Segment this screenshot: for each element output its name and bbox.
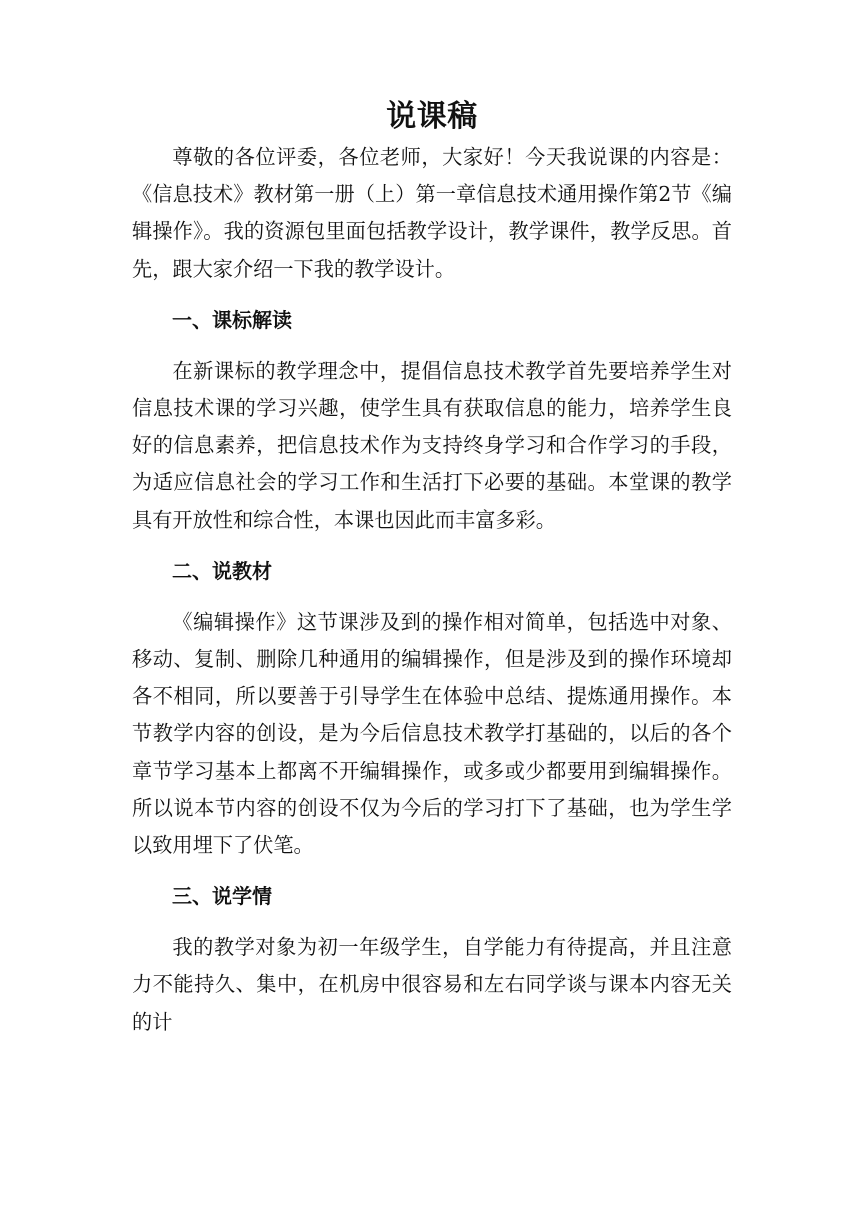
section-heading-textbook: 二、说教材	[172, 558, 272, 583]
section-paragraph-learners: 我的教学对象为初一年级学生，自学能力有待提高，并且注意力不能持久、集中，在机房中很容易和左右同学谈与课本内容无关的计	[132, 935, 732, 1034]
document-title: 说课稿	[386, 99, 478, 134]
intro-paragraph: 尊敬的各位评委，各位老师，大家好！今天我说课的内容是：《信息技术》教材第一册（上）第一章信息技术通用操作第2节《编辑操作》。我的资源包里面包括教学设计，教学课件，教学反思。首先，跟大家介绍一下我的教学设计。	[132, 145, 732, 281]
section-paragraph-textbook: 《编辑操作》这节课涉及到的操作相对简单，包括选中对象、移动、复制、删除几种通用的编辑操作，但是涉及到的操作环境却各不相同，所以要善于引导学生在体验中总结、提炼通用操作。本节教学内容的创设，是为今后信息技术教学打基础的，以后的各个章节学习基本上都离不开编辑操作，或多或少都要用到编辑操作。所以说本节内容的创设不仅为今后的学习打下了基础，也为学生学以致用埋下了伏笔。	[132, 609, 732, 858]
document-body	[132, 95, 732, 1041]
section-heading-learners: 三、说学情	[172, 884, 272, 909]
section-heading-standards: 一、课标解读	[172, 307, 292, 332]
section-paragraph-standards: 在新课标的教学理念中，提倡信息技术教学首先要培养学生对信息技术课的学习兴趣，使学生具有获取信息的能力，培养学生良好的信息素养，把信息技术作为支持终身学习和合作学习的手段，为适应信息社会的学习工作和生活打下必要的基础。本堂课的教学具有开放性和综合性，本课也因此而丰富多彩。	[132, 358, 732, 532]
